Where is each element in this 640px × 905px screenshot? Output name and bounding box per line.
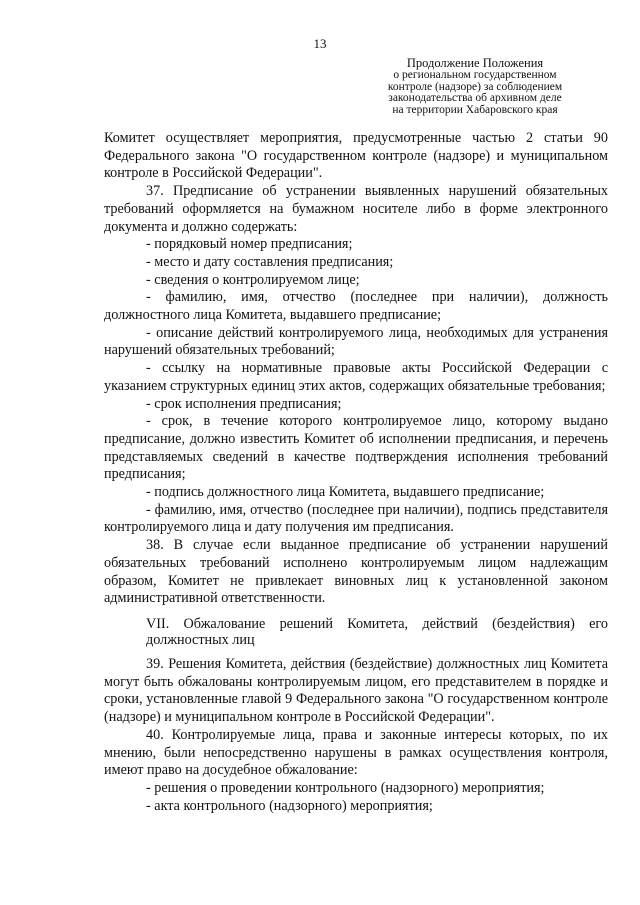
running-header-line: о региональном государственном: [393, 69, 557, 81]
page-number: 13: [313, 36, 327, 51]
running-header-line: законодательства об архивном деле: [388, 92, 562, 104]
running-header-line: Продолжение Положения: [406, 56, 544, 70]
list-item: - срок, в течение которого контролируемое лицо, которому выдано предписание, должно известить Комитет об исполнении предписания, и перечень представляемых сведений в качестве подтверждения исполнения требований предписания;: [104, 413, 608, 483]
list-item: - подпись должностного лица Комитета, выдавшего предписание;: [146, 484, 545, 501]
running-header: [360, 56, 590, 116]
paragraph-clause-38: 38. В случае если выданное предписание об устранении нарушений обязательных требований исполнено контролируемым лицом надлежащим образом, Комитет не привлекает виновных лиц к установленной законом административной ответственности.: [104, 537, 608, 607]
running-header-line: контроле (надзоре) за соблюдением: [387, 80, 563, 93]
paragraph-clause-37: 37. Предписание об устранении выявленных нарушений обязательных требований оформляется на бумажном носителе либо в форме электронного документа и должно содержать:: [104, 183, 608, 235]
paragraph-clause-39: 39. Решения Комитета, действия (бездействие) должностных лиц Комитета могут быть обжалованы контролируемым лицом, его представителем в порядке и сроки, установленные главой 9 Федерального закона "О государственном контроле (надзоре) и муниципальном контроле в Российской Федерации".: [104, 655, 608, 726]
running-header-line: на территории Хабаровского края: [392, 103, 558, 116]
section-heading: VII. Обжалование решений Комитета, действий (бездействия) его должностных лиц: [146, 615, 608, 648]
list-item: - срок исполнения предписания;: [146, 395, 342, 412]
list-item: - фамилию, имя, отчество (последнее при наличии), подпись представителя контролируемого лица и дату получения им предписания.: [104, 501, 608, 536]
list-item: - описание действий контролируемого лица, необходимых для устранения нарушений обязательных требований;: [104, 324, 608, 359]
list-item: - порядковый номер предписания;: [146, 236, 353, 253]
list-item: - решения о проведении контрольного (надзорного) мероприятия;: [146, 779, 545, 796]
list-item: - акта контрольного (надзорного) мероприятия;: [146, 797, 433, 814]
paragraph-clause-40: 40. Контролируемые лица, права и законные интересы которых, по их мнению, были непосредственно нарушены в рамках осуществления контроля, имеют право на досудебное обжалование:: [104, 726, 608, 779]
paragraph: Комитет осуществляет мероприятия, предусмотренные частью 2 статьи 90 Федерального закона "О государственном контроле (надзоре) и муниципальном контроле в Российской Федерации".: [104, 130, 608, 182]
list-item: - фамилию, имя, отчество (последнее при наличии), должность должностного лица Комитета, выдавшего предписание;: [104, 289, 608, 324]
list-item: - место и дату составления предписания;: [146, 253, 394, 270]
document-body: [104, 130, 608, 815]
list-item: - ссылку на нормативные правовые акты Российской Федерации с указанием структурных единиц этих актов, содержащих обязательные требования;: [104, 360, 608, 394]
list-item: - сведения о контролируемом лице;: [146, 271, 360, 288]
